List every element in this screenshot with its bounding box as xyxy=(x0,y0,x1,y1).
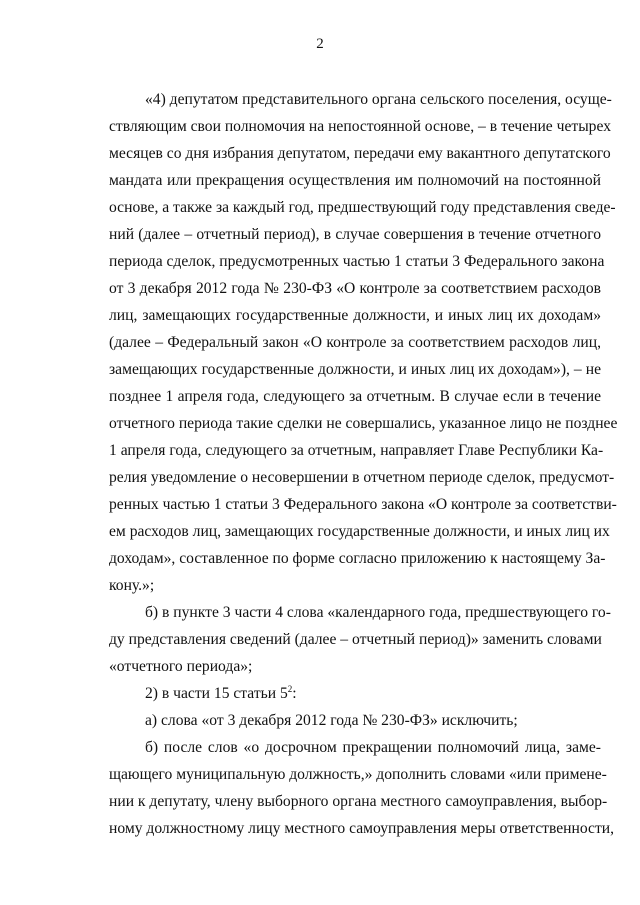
page-number: 2 xyxy=(316,36,324,52)
text-line-suffix: : xyxy=(292,685,297,702)
text-line: а) слова «от 3 декабря 2012 года № 230-ФЗ» исключить; xyxy=(145,712,518,729)
text-line: б) в пункте 3 части 4 слова «календарного года, предшествующего го- xyxy=(145,604,611,621)
text-line: ем расходов лиц, замещающих государственные должности, и иных лиц их xyxy=(109,523,610,540)
text-line: мандата или прекращения осуществления им полномочий на постоянной xyxy=(109,172,601,189)
text-line xyxy=(145,684,601,704)
text-line: ренных частью 1 статьи 3 Федерального закона «О контроле за соответстви- xyxy=(109,496,617,513)
text-line: ду представления сведений (далее – отчетный период)» заменить словами xyxy=(109,631,602,648)
text-line: основе, а также за каждый год, предшествующий году представления сведе- xyxy=(109,199,616,216)
text-line: ний (далее – отчетный период), в случае совершения в течение отчетного xyxy=(109,226,601,243)
text-line: периода сделок, предусмотренных частью 1 статьи 3 Федерального закона xyxy=(109,253,605,270)
text-line: щающего муниципальную должность,» дополнить словами «или примене- xyxy=(109,766,607,783)
text-line: б) после слов «о досрочном прекращении полномочий лица, заме- xyxy=(145,739,601,756)
text-line: релия уведомление о несовершении в отчетном периоде сделок, предусмот- xyxy=(109,469,615,486)
text-line: замещающих государственные должности, и иных лиц их доходам»), – не xyxy=(109,361,601,378)
text-line: лиц, замещающих государственные должности, и иных лиц их доходам» xyxy=(109,307,601,324)
text-line: ному должностному лицу местного самоуправления меры ответственности, xyxy=(109,820,615,837)
text-line: нии к депутату, члену выборного органа местного самоуправления, выбор- xyxy=(109,793,608,810)
text-line: «отчетного периода»; xyxy=(109,658,253,675)
superscript: 2 xyxy=(287,683,293,694)
text-line: месяцев со дня избрания депутатом, передачи ему вакантного депутатского xyxy=(109,145,611,162)
text-line-main: 2) в части 15 статьи 5 xyxy=(145,685,288,702)
text-line: позднее 1 апреля года, следующего за отчетным. В случае если в течение xyxy=(109,388,601,405)
text-line: от 3 декабря 2012 года № 230-ФЗ «О контроле за соответствием расходов xyxy=(109,280,601,297)
text-line: 1 апреля года, следующего за отчетным, направляет Главе Республики Ка- xyxy=(109,442,604,459)
text-line: доходам», составленное по форме согласно приложению к настоящему За- xyxy=(109,550,606,567)
text-line: отчетного периода такие сделки не совершались, указанное лицо не позднее xyxy=(109,415,618,432)
text-line: кону.»; xyxy=(109,577,155,594)
text-line: «4) депутатом представительного органа сельского поселения, осуще- xyxy=(145,91,612,108)
text-line: (далее – Федеральный закон «О контроле за соответствием расходов лиц, xyxy=(109,334,601,351)
text-line: ствляющим свои полномочия на непостоянной основе, – в течение четырех xyxy=(109,118,611,135)
